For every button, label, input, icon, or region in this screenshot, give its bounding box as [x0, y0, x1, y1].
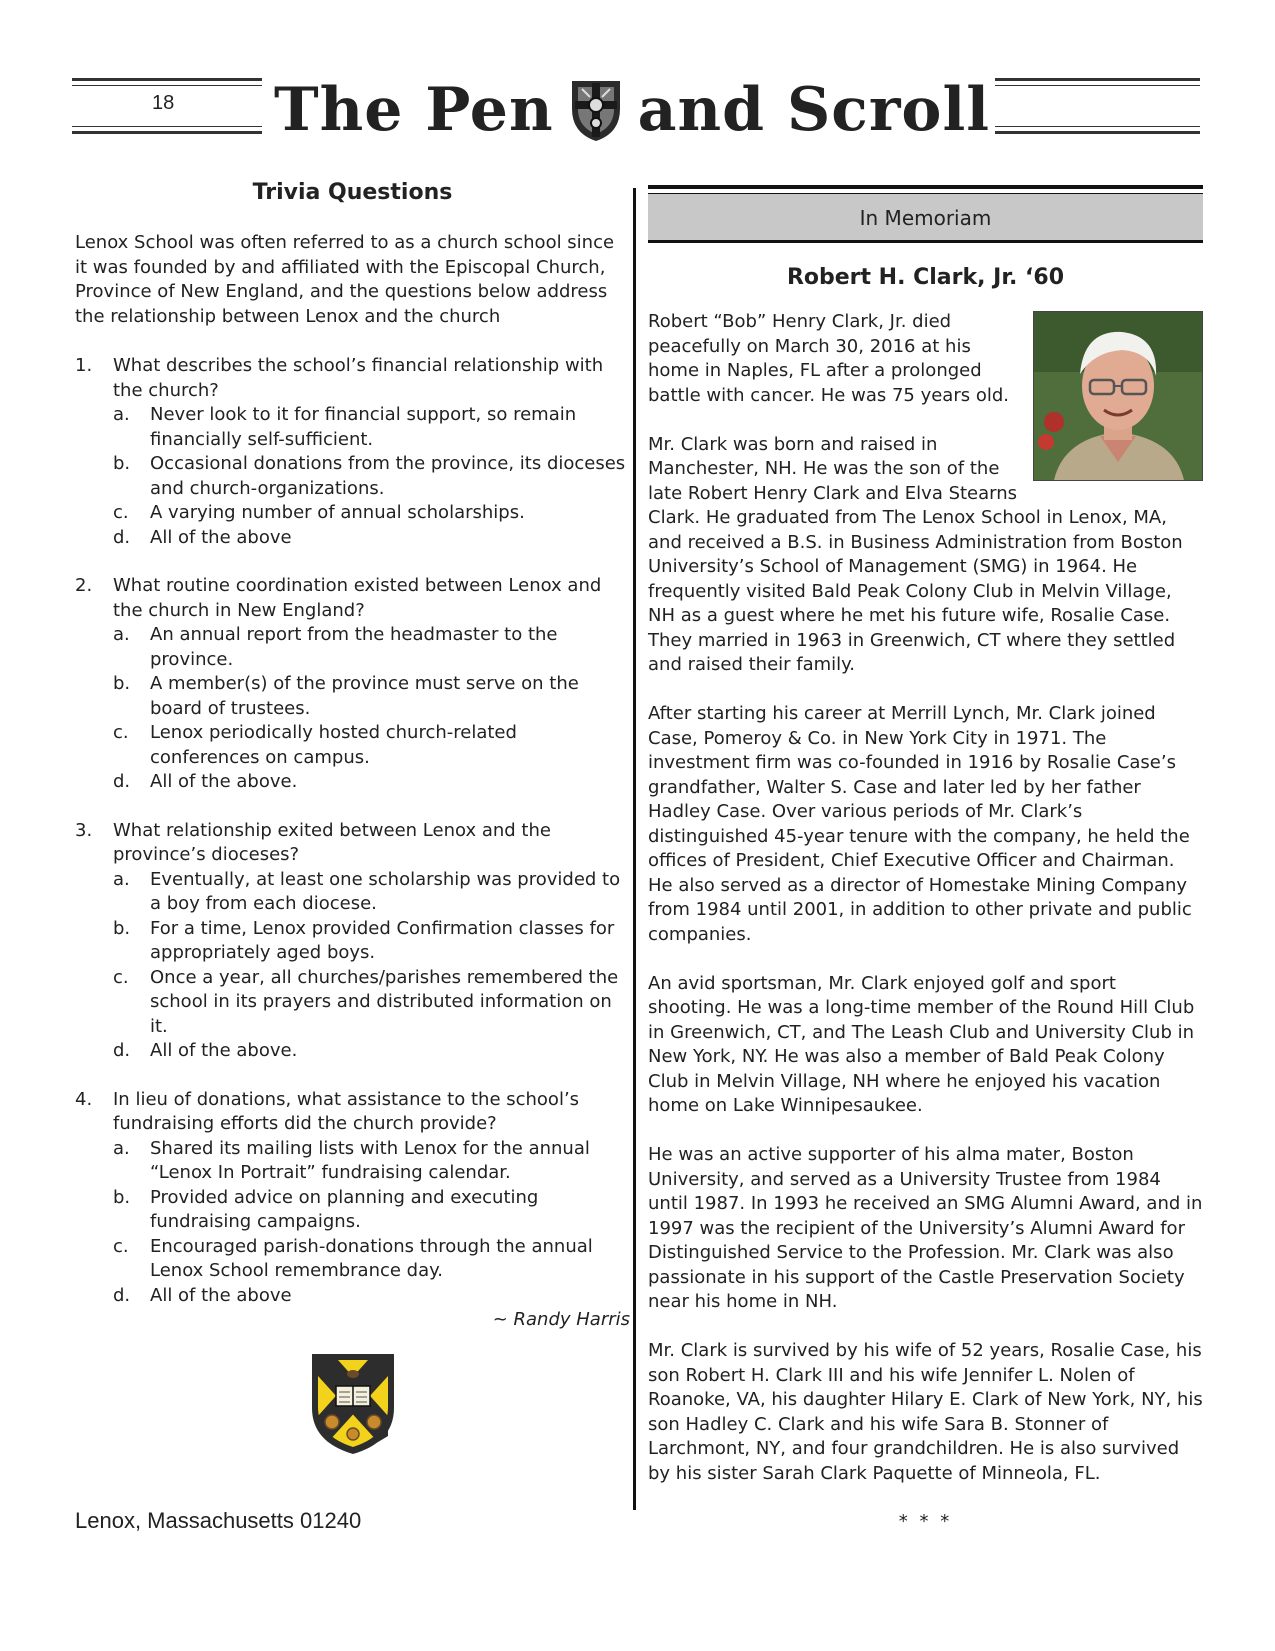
- question-number: 1.: [75, 355, 93, 376]
- option-letter: c.: [113, 1235, 129, 1257]
- option-text: Eventually, at least one scholarship was provided to a boy from each diocese.: [150, 868, 621, 914]
- trivia-signoff: ~ Randy Harris: [492, 1309, 630, 1330]
- obituary-paragraph: Mr. Clark is survived by his wife of 52 years, Rosalie Case, his son Robert H. Clark III and his wife Jennifer L. Nolen of Roanoke, VA, his daughter Hilary E. Clark of New York, NY, his son Hadley C. Clark and his wife Sara B. Stonner of Larchmont, NY, and four grandchildren. He is also survived by his sister Sarah Clark Paquette of Minneola, FL.: [648, 1340, 1203, 1484]
- option-text: Shared its mailing lists with Lenox for the annual “Lenox In Portrait” fundraising calendar.: [150, 1137, 590, 1183]
- masthead-title-left: The Pen: [273, 75, 554, 145]
- option-text: Occasional donations from the province, its dioceses and church-organizations.: [150, 453, 626, 499]
- option-letter: d.: [113, 526, 131, 548]
- question-text: What routine coordination existed between Lenox and the church in New England?: [113, 575, 602, 621]
- answer-option: [75, 403, 630, 452]
- trivia-intro: Lenox School was often referred to as a church school since it was founded by and affiliated with the Episcopal Church, Province of New England, and the questions below address the relationship between Lenox and the church: [75, 232, 615, 327]
- option-letter: b.: [113, 453, 131, 474]
- answer-option: [75, 1039, 630, 1064]
- memoriam-banner: [648, 185, 1203, 243]
- option-text: All of the above.: [150, 1040, 298, 1061]
- trivia-question-list: [75, 354, 630, 1308]
- trivia-title: Trivia Questions: [252, 180, 453, 205]
- option-letter: d.: [113, 1284, 131, 1306]
- option-letter: d.: [113, 1040, 131, 1061]
- trivia-column: [75, 180, 630, 1458]
- option-text: Never look to it for financial support, so remain financially self-sufficient.: [150, 404, 577, 450]
- trivia-question: [75, 1088, 630, 1309]
- option-text: Once a year, all churches/parishes remembered the school in its prayers and distributed information on it.: [150, 966, 619, 1037]
- obituary-name: Robert H. Clark, Jr. ‘60: [786, 265, 1065, 290]
- option-text: A varying number of annual scholarships.: [150, 502, 525, 523]
- obituary-paragraph: An avid sportsman, Mr. Clark enjoyed golf and sport shooting. He was a long-time member of the Round Hill Club in Greenwich, CT, and The Leash Club and University Club in New York, NY. He was also a member of Bald Peak Colony Club in Melvin Village, NH where he enjoyed his vacation home on Lake Winnipesaukee.: [648, 972, 1195, 1116]
- obituary-paragraph: Mr. Clark was born and raised in Manchester, NH. He was the son of the late Robert Henry Clark and Elva Stearns Clark. He graduated from The Lenox School in Lenox, MA, and received a B.S. in Business Administration from Boston University’s School of Management (SMG) in 1964. He frequently visited Bald Peak Colony Club in Melvin Village, NH as a guest where he met his future wife, Rosalie Case. They married in 1963 in Greenwich, CT where they settled and raised their family.: [648, 433, 1183, 675]
- option-text: For a time, Lenox provided Confirmation classes for appropriately aged boys.: [150, 917, 615, 963]
- masthead-title: [272, 70, 992, 150]
- option-text: A member(s) of the province must serve on the board of trustees.: [150, 673, 579, 719]
- answer-option: [75, 672, 630, 721]
- answer-option: [75, 770, 630, 795]
- question-number: 2.: [75, 575, 93, 596]
- option-text: Provided advice on planning and executing fundraising campaigns.: [150, 1186, 539, 1232]
- trivia-question: [75, 819, 630, 1064]
- answer-option: [75, 1235, 630, 1284]
- question-text: In lieu of donations, what assistance to the school’s fundraising efforts did the church provide?: [113, 1088, 580, 1134]
- answer-option: [75, 721, 630, 770]
- option-letter: b.: [113, 1186, 131, 1208]
- option-text: Lenox periodically hosted church-related conferences on campus.: [150, 722, 517, 768]
- answer-option: [75, 501, 630, 526]
- page-number: 18: [152, 92, 175, 114]
- answer-option: [75, 868, 630, 917]
- answer-option: [75, 1284, 630, 1309]
- option-text: Encouraged parish-donations through the annual Lenox School remembrance day.: [150, 1235, 593, 1281]
- obituary-paragraph: He was an active supporter of his alma mater, Boston University, and served as a University Trustee from 1984 until 1987. In 1993 he received an SMG Alumni Award, and in 1997 was the recipient of the University’s Alumni Award for Distinguished Service to the Profession. Mr. Clark was also passionate in his support of the Castle Preservation Society near his home in NH.: [648, 1144, 1203, 1312]
- obituary-paragraph: Robert “Bob” Henry Clark, Jr. died peacefully on March 30, 2016 at his home in Naples, FL after a prolonged battle with cancer. He was 75 years old.: [648, 311, 1010, 406]
- trivia-question: [75, 354, 630, 550]
- option-letter: a.: [113, 404, 130, 425]
- obituary-body: [648, 310, 1203, 1486]
- footer-address: Lenox, Massachusetts 01240: [75, 1508, 362, 1533]
- answer-option: [75, 917, 630, 966]
- option-letter: a.: [113, 868, 130, 890]
- portrait-photo: [1033, 311, 1203, 481]
- question-number: 4.: [75, 1088, 93, 1110]
- masthead-right-rules: [995, 78, 1200, 134]
- memoriam-banner-label: In Memoriam: [648, 193, 1203, 243]
- option-text: All of the above: [150, 1284, 292, 1306]
- masthead-title-right: and Scroll: [637, 75, 991, 145]
- option-letter: d.: [113, 771, 131, 792]
- crest-icon: [566, 75, 626, 145]
- answer-option: [75, 1137, 630, 1186]
- option-letter: c.: [113, 722, 129, 743]
- answer-option: [75, 623, 630, 672]
- column-divider: [633, 188, 636, 1510]
- answer-option: [75, 966, 630, 1040]
- obituary-paragraph: After starting his career at Merrill Lynch, Mr. Clark joined Case, Pomeroy & Co. in New York City in 1971. The investment firm was co-founded in 1916 by Rosalie Case’s grandfather, Walter S. Case and later led by her father Hadley Case. Over various periods of Mr. Clark’s distinguished 45-year tenure with the company, he held the offices of President, Chief Executive Officer and Chairman. He also served as a director of Homestake Mining Company from 1984 until 2001, in addition to other private and public companies.: [648, 703, 1192, 945]
- option-letter: b.: [113, 917, 131, 939]
- option-letter: c.: [113, 966, 129, 988]
- answer-option: [75, 452, 630, 501]
- option-letter: a.: [113, 624, 130, 645]
- answer-option: [75, 1186, 630, 1235]
- memoriam-column: [648, 185, 1203, 1532]
- option-letter: a.: [113, 1137, 130, 1159]
- option-text: An annual report from the headmaster to the province.: [150, 624, 558, 670]
- option-text: All of the above: [150, 526, 292, 548]
- question-text: What relationship exited between Lenox and the province’s dioceses?: [113, 819, 551, 865]
- end-mark: * * *: [898, 1510, 953, 1532]
- shield-icon: [308, 1350, 398, 1458]
- answer-option: [75, 526, 630, 551]
- option-text: All of the above.: [150, 771, 298, 792]
- option-letter: b.: [113, 673, 131, 694]
- question-number: 3.: [75, 819, 93, 841]
- trivia-question: [75, 574, 630, 795]
- option-letter: c.: [113, 502, 129, 523]
- masthead: [72, 70, 1200, 155]
- question-text: What describes the school’s financial relationship with the church?: [113, 355, 604, 401]
